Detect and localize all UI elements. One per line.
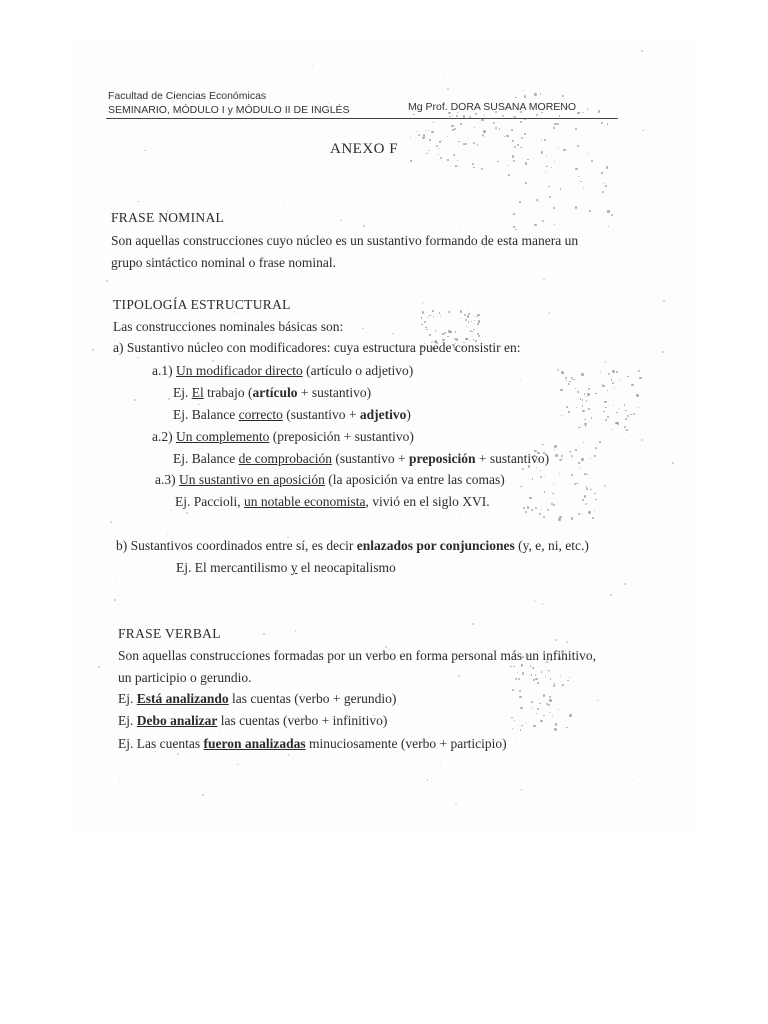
scan-speck bbox=[630, 414, 632, 416]
scan-speck bbox=[413, 114, 415, 116]
scan-speck bbox=[534, 224, 536, 226]
scan-speck bbox=[186, 512, 188, 514]
scan-speck bbox=[363, 225, 364, 226]
example-1-post: + sustantivo) bbox=[300, 385, 372, 400]
scan-speck bbox=[578, 462, 580, 464]
example-2-pre: Ej. Balance bbox=[173, 407, 236, 422]
scan-speck bbox=[672, 462, 674, 464]
frase-nominal-heading: FRASE NOMINAL bbox=[111, 210, 225, 225]
scan-speck bbox=[605, 407, 606, 408]
scan-speck bbox=[522, 468, 524, 470]
scan-speck bbox=[541, 509, 542, 510]
scan-speck bbox=[534, 600, 535, 601]
scan-speck bbox=[642, 130, 643, 131]
scan-speck bbox=[555, 454, 558, 457]
example-1-mid: trabajo ( bbox=[207, 385, 253, 400]
scan-speck bbox=[580, 181, 582, 183]
scan-speck bbox=[468, 321, 470, 323]
scan-speck bbox=[447, 336, 448, 337]
verbal-example-1-verb: Está analizando bbox=[136, 691, 229, 706]
example-1-bold: artículo bbox=[252, 385, 298, 400]
scan-speck bbox=[636, 394, 638, 396]
scan-speck bbox=[134, 399, 136, 401]
faculty-label: Facultad de Ciencias Económicas bbox=[108, 90, 267, 102]
example-3-post: (sustantivo + bbox=[335, 451, 406, 466]
scan-speck bbox=[465, 319, 467, 321]
scan-speck bbox=[432, 310, 433, 311]
scan-speck bbox=[475, 113, 477, 115]
scan-speck bbox=[212, 360, 214, 362]
scan-speck bbox=[541, 151, 544, 154]
verbal-example-3-pre: Ej. Las cuentas bbox=[118, 736, 201, 751]
scan-speck bbox=[582, 410, 584, 412]
scan-speck bbox=[561, 371, 564, 374]
scan-speck bbox=[566, 380, 567, 381]
item-a1-desc: (artículo o adjetivo) bbox=[306, 363, 414, 378]
scan-speck bbox=[506, 135, 509, 138]
scan-speck bbox=[202, 794, 204, 796]
scan-speck bbox=[531, 509, 533, 511]
scan-speck bbox=[558, 709, 559, 710]
scan-speck bbox=[513, 213, 515, 215]
scan-speck bbox=[451, 125, 453, 127]
scan-speck bbox=[588, 408, 590, 410]
scan-speck bbox=[457, 160, 458, 161]
example-2-term: correcto bbox=[238, 407, 283, 422]
scan-speck bbox=[548, 704, 550, 706]
scan-speck bbox=[582, 499, 584, 501]
item-b-post: (y, e, ni, etc.) bbox=[518, 538, 589, 553]
scan-speck bbox=[439, 312, 440, 313]
scan-speck bbox=[558, 518, 561, 521]
scan-speck bbox=[450, 331, 452, 333]
scan-speck bbox=[538, 201, 539, 202]
scan-speck bbox=[522, 672, 524, 674]
header-rule bbox=[106, 118, 618, 119]
scan-speck bbox=[604, 183, 605, 184]
scan-speck bbox=[607, 123, 608, 124]
scan-speck bbox=[562, 685, 563, 686]
verbal-example-2-pre: Ej. bbox=[118, 713, 134, 728]
scan-speck bbox=[125, 688, 126, 689]
scan-speck bbox=[607, 210, 610, 213]
tipologia-heading: TIPOLOGÍA ESTRUCTURAL bbox=[113, 297, 291, 312]
scan-speck bbox=[544, 491, 545, 492]
scan-speck bbox=[535, 507, 537, 509]
example-1 bbox=[173, 385, 371, 401]
scan-speck bbox=[602, 191, 604, 193]
scan-speck bbox=[554, 224, 555, 225]
scan-speck bbox=[441, 140, 442, 141]
scan-speck bbox=[114, 599, 116, 601]
scan-speck bbox=[467, 310, 468, 311]
scan-speck bbox=[583, 188, 584, 189]
scan-speck bbox=[440, 157, 442, 159]
scan-speck bbox=[436, 145, 438, 147]
scan-speck bbox=[519, 201, 521, 203]
scan-speck bbox=[541, 140, 542, 141]
scan-speck bbox=[429, 139, 431, 141]
item-b-bold: enlazados por conjunciones bbox=[356, 538, 515, 553]
scan-speck bbox=[427, 779, 428, 780]
scan-speck bbox=[531, 674, 532, 675]
scan-speck bbox=[458, 675, 460, 677]
verbal-example-1-post: las cuentas (verbo + gerundio) bbox=[232, 691, 397, 706]
example-2-post: (sustantivo + bbox=[286, 407, 357, 422]
scan-speck bbox=[590, 458, 591, 459]
example-2-end: ) bbox=[406, 407, 411, 422]
tipologia-intro: Las construcciones nominales básicas son: bbox=[113, 319, 344, 334]
example-5-pre: Ej. El mercantilismo bbox=[176, 560, 288, 575]
scan-speck bbox=[511, 129, 513, 131]
example-5-conj: y bbox=[290, 560, 298, 575]
example-3 bbox=[173, 451, 549, 467]
scan-speck bbox=[431, 131, 433, 133]
scan-speck bbox=[510, 666, 512, 668]
scan-speck bbox=[641, 50, 643, 52]
scan-speck bbox=[575, 449, 576, 450]
scan-speck bbox=[605, 185, 607, 187]
scan-speck bbox=[566, 641, 568, 643]
scan-speck bbox=[429, 315, 430, 316]
scan-speck bbox=[587, 108, 588, 109]
scan-speck bbox=[447, 159, 449, 161]
frase-verbal-line2: un participio o gerundio. bbox=[118, 670, 252, 685]
scan-speck bbox=[92, 349, 94, 351]
scan-speck bbox=[428, 150, 430, 152]
scan-speck bbox=[614, 73, 615, 74]
item-a2-term: Un complemento bbox=[176, 429, 270, 444]
scan-speck bbox=[617, 422, 619, 424]
scan-speck bbox=[608, 373, 610, 375]
item-a2-num: a.2) bbox=[152, 429, 173, 444]
item-a2-desc: (preposición + sustantivo) bbox=[272, 429, 414, 444]
scan-speck bbox=[569, 451, 570, 452]
example-2 bbox=[173, 407, 411, 423]
scan-speck bbox=[515, 678, 517, 680]
example-4 bbox=[175, 494, 490, 510]
scan-speck bbox=[519, 696, 522, 699]
author-label: Mg Prof. DORA SUSANA MORENO bbox=[408, 101, 577, 113]
scan-speck bbox=[589, 210, 590, 211]
frase-verbal-heading: FRASE VERBAL bbox=[118, 626, 221, 641]
frase-verbal-line1: Son aquellas construcciones formadas por un verbo en forma personal más un infinitivo, bbox=[118, 648, 597, 663]
example-4-pre: Ej. Paccioli, bbox=[175, 494, 241, 509]
scan-speck bbox=[533, 679, 535, 681]
scan-speck bbox=[587, 393, 589, 395]
seminar-label: SEMINARIO, MÓDULO I y MÓDULO II DE INGLÉS bbox=[108, 104, 350, 116]
scan-speck bbox=[513, 226, 515, 228]
example-3-pre: Ej. Balance bbox=[173, 451, 236, 466]
scan-speck bbox=[455, 165, 456, 166]
scan-speck bbox=[663, 300, 665, 302]
verbal-example-2 bbox=[118, 713, 387, 729]
scan-speck bbox=[512, 689, 514, 691]
scan-speck bbox=[585, 503, 587, 505]
scan-speck bbox=[626, 429, 628, 431]
scan-speck bbox=[541, 671, 543, 673]
scan-speck bbox=[630, 435, 631, 436]
scan-speck bbox=[340, 220, 341, 221]
example-3-bold: preposición bbox=[408, 451, 476, 466]
verbal-example-2-verb: Debo analizar bbox=[136, 713, 218, 728]
scan-speck bbox=[410, 160, 411, 161]
verbal-example-3-verb: fueron analizadas bbox=[203, 736, 306, 751]
example-4-term: un notable economista bbox=[243, 494, 366, 509]
scan-speck bbox=[568, 411, 570, 413]
item-a3 bbox=[155, 472, 505, 488]
scan-speck bbox=[447, 136, 448, 137]
scan-speck bbox=[533, 725, 535, 727]
item-a1-num: a.1) bbox=[152, 363, 173, 378]
example-1-pre: Ej. bbox=[173, 385, 189, 400]
scan-speck bbox=[521, 725, 522, 726]
scan-speck bbox=[474, 320, 475, 321]
scan-speck bbox=[594, 510, 595, 511]
scan-speck bbox=[455, 804, 456, 805]
scan-speck bbox=[428, 130, 429, 131]
item-b-pre: b) Sustantivos coordinados entre sí, es decir bbox=[116, 538, 354, 553]
scan-speck bbox=[422, 311, 424, 313]
scan-speck bbox=[585, 396, 586, 397]
scan-speck bbox=[624, 404, 625, 405]
scan-speck bbox=[536, 114, 538, 116]
scan-speck bbox=[577, 391, 579, 393]
scan-speck bbox=[588, 511, 590, 513]
scan-speck bbox=[554, 728, 556, 730]
scan-speck bbox=[442, 333, 444, 335]
scan-speck bbox=[508, 174, 509, 175]
scan-speck bbox=[600, 372, 601, 373]
scan-speck bbox=[560, 675, 561, 676]
scan-speck bbox=[570, 451, 571, 452]
scan-speck bbox=[599, 441, 601, 443]
item-a3-num: a.3) bbox=[155, 472, 176, 487]
frase-nominal-line2: grupo sintáctico nominal o frase nominal. bbox=[111, 255, 336, 270]
scan-speck bbox=[601, 122, 603, 124]
verbal-example-3-post: minuciosamente (verbo + participio) bbox=[309, 736, 507, 751]
item-a2 bbox=[152, 429, 414, 445]
scan-speck bbox=[424, 321, 426, 323]
scan-speck bbox=[439, 141, 440, 142]
item-a3-term: Un sustantivo en aposición bbox=[179, 472, 325, 487]
scan-speck bbox=[552, 493, 554, 495]
scan-speck bbox=[598, 110, 600, 112]
scan-speck bbox=[447, 88, 449, 90]
scan-speck bbox=[639, 377, 641, 379]
scan-speck bbox=[570, 484, 571, 485]
scan-speck bbox=[624, 583, 625, 584]
verbal-example-3 bbox=[118, 736, 507, 752]
scan-speck bbox=[455, 331, 456, 332]
scan-speck bbox=[532, 667, 534, 669]
scan-speck bbox=[458, 141, 459, 142]
scan-speck bbox=[604, 485, 606, 487]
scan-speck bbox=[619, 380, 620, 381]
page-title: ANEXO F bbox=[330, 141, 399, 157]
scan-speck bbox=[581, 373, 584, 376]
scan-speck bbox=[463, 143, 465, 145]
scan-speck bbox=[605, 419, 607, 421]
verbal-example-1-pre: Ej. bbox=[118, 691, 134, 706]
verbal-example-2-post: las cuentas (verbo + infinitivo) bbox=[220, 713, 388, 728]
scan-speck bbox=[137, 201, 138, 202]
scan-speck bbox=[545, 676, 546, 677]
scan-speck bbox=[435, 330, 436, 331]
scan-speck bbox=[527, 506, 530, 509]
scan-speck bbox=[512, 140, 514, 142]
scan-speck bbox=[557, 369, 558, 370]
example-5-post: el neocapitalismo bbox=[300, 560, 396, 575]
example-5 bbox=[176, 560, 396, 576]
scan-speck bbox=[499, 128, 500, 129]
scan-speck bbox=[467, 315, 469, 317]
item-a: a) Sustantivo núcleo con modificadores: cuya estructura puede consistir en: bbox=[113, 340, 521, 355]
scan-speck bbox=[543, 694, 545, 696]
scan-speck bbox=[569, 677, 570, 678]
example-1-article: El bbox=[191, 385, 204, 400]
scan-speck bbox=[584, 495, 586, 497]
scan-speck bbox=[525, 511, 527, 513]
scan-speck bbox=[472, 163, 474, 165]
scan-speck bbox=[422, 302, 423, 303]
scan-speck bbox=[171, 510, 172, 511]
scan-speck bbox=[577, 145, 579, 147]
scan-speck bbox=[553, 127, 555, 129]
scan-speck bbox=[553, 504, 555, 506]
scan-speck bbox=[545, 172, 546, 173]
scan-speck bbox=[566, 727, 567, 728]
example-3-term: de comprobación bbox=[238, 451, 332, 466]
scan-speck bbox=[429, 334, 431, 336]
example-3-end: + sustantivo) bbox=[478, 451, 550, 466]
item-b bbox=[116, 538, 589, 554]
scan-speck bbox=[481, 168, 483, 170]
scan-speck bbox=[483, 130, 486, 133]
scan-speck bbox=[581, 458, 583, 460]
scan-speck bbox=[611, 214, 613, 216]
scan-speck bbox=[569, 714, 571, 716]
scan-speck bbox=[601, 172, 603, 174]
scan-speck bbox=[520, 729, 522, 731]
scan-speck bbox=[526, 723, 527, 724]
scan-speck bbox=[537, 682, 539, 684]
scan-speck bbox=[106, 280, 108, 282]
scan-speck bbox=[535, 678, 537, 680]
scan-speck bbox=[611, 429, 612, 430]
scan-speck bbox=[524, 95, 526, 97]
scan-speck bbox=[477, 323, 479, 325]
item-a1 bbox=[152, 363, 413, 379]
example-4-post: , vivió en el siglo XVI. bbox=[365, 494, 490, 509]
example-2-bold: adjetivo bbox=[359, 407, 407, 422]
scan-speck bbox=[555, 639, 557, 641]
scan-speck bbox=[543, 516, 545, 518]
scan-speck bbox=[569, 381, 570, 382]
scan-speck bbox=[612, 370, 614, 372]
scan-speck bbox=[627, 415, 629, 417]
scan-speck bbox=[575, 168, 577, 170]
frase-nominal-line1: Son aquellas construcciones cuyo núcleo es un sustantivo formando de esta manera un bbox=[111, 233, 579, 248]
scan-speck bbox=[425, 130, 426, 131]
scan-speck bbox=[575, 388, 576, 389]
scan-speck bbox=[517, 144, 519, 146]
scan-speck bbox=[577, 112, 580, 115]
scan-speck bbox=[511, 717, 512, 718]
scan-speck bbox=[549, 699, 552, 702]
scan-speck bbox=[553, 685, 555, 687]
item-a3-desc: (la aposición va entre las comas) bbox=[328, 472, 505, 487]
scan-speck bbox=[519, 690, 521, 692]
scan-speck bbox=[606, 166, 608, 168]
scan-speck bbox=[525, 182, 527, 184]
scan-speck bbox=[534, 93, 536, 95]
verbal-example-1 bbox=[118, 691, 396, 707]
scan-speck bbox=[495, 127, 497, 129]
item-a1-term: Un modificador directo bbox=[176, 363, 303, 378]
scan-speck bbox=[554, 445, 556, 447]
scan-speck bbox=[431, 781, 432, 782]
scan-speck bbox=[98, 605, 99, 606]
